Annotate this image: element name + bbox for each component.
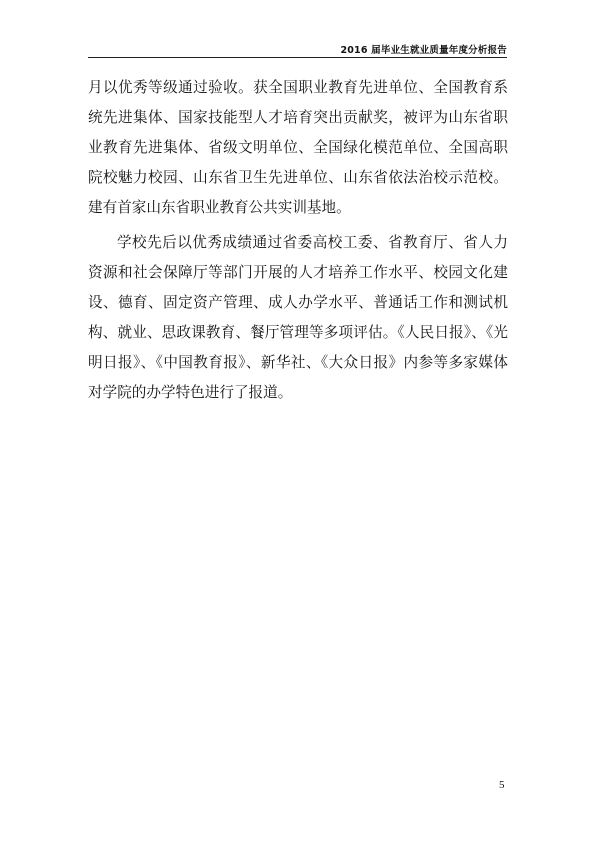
page-header	[88, 36, 507, 58]
paragraph: 学校先后以优秀成绩通过省委高校工委、省教育厅、省人力资源和社会保障厅等部门开展的人才培养工作水平、校园文化建设、德育、固定资产管理、成人办学水平、普通话工作和测试机构、就业、思政课教育、餐厅管理等多项评估。《人民日报》、《光明日报》、《中国教育报》、新华社、《大众日报》内参等多家媒体对学院的办学特色进行了报道。	[88, 234, 508, 401]
report-title: 2016 届毕业生就业质量年度分析报告	[340, 45, 507, 56]
paragraph-continued: 月以优秀等级通过验收。获全国职业教育先进单位、全国教育系统先进集体、国家技能型人才培育突出贡献奖，被评为山东省职业教育先进集体、省级文明单位、全国绿化模范单位、全国高职院校魅力校园、山东省卫生先进单位、山东省依法治校示范校。建有首家山东省职业教育公共实训基地。	[88, 79, 508, 216]
page-number: 5	[499, 779, 505, 791]
document-body	[88, 73, 508, 408]
header-divider	[88, 57, 507, 58]
